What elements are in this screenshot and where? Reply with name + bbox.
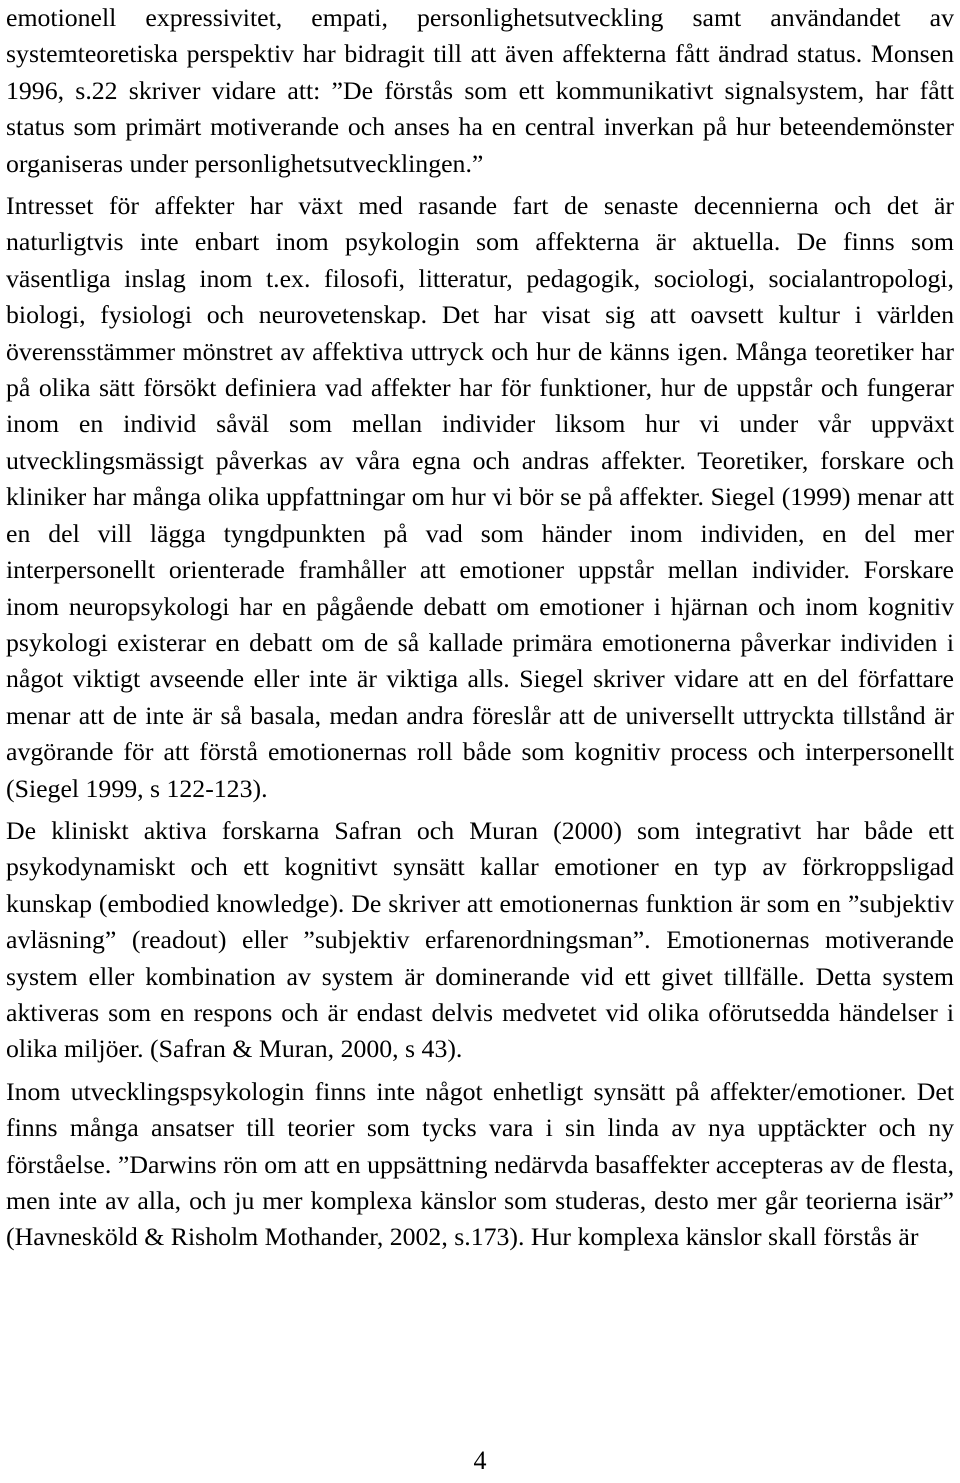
paragraph-utvecklingspsykologin: Inom utvecklingspsykologin finns inte något enhetligt synsätt på affekter/emotioner. Det finns många ansatser till teorier som tycks vara i sin linda av nya upptäckter och ny förståelse. ”Darwins rön om att en uppsättning nedärvda basaffekter accepteras av de flesta, men inte av alla, och ju mer komplexa känslor som studeras, desto mer går teorierna isär” (Havnesköld & Risholm Mothander, 2002, s.173). Hur komplexa känslor skall förstås är bbox=[6, 1076, 954, 1252]
paragraph-intresset-for-affekter: Intresset för affekter har växt med rasande fart de senaste decennierna och det är naturligtvis inte enbart inom psykologin som affekterna är aktuella. De finns som väsentliga inslag inom t.ex. filosofi, litteratur, pedagogik, sociologi, socialantropologi, biologi, fysiologi och neurovetenskap. Det har visat sig att oavsett kultur i världen överensstämmer mönstret av affektiva uttryck och hur de känns igen. Många teoretiker har på olika sätt försökt definiera vad affekter har för funktioner, hur de uppstår och fungerar inom en individ såväl som mellan individer liksom hur vi under vår uppväxt utvecklingsmässigt påverkas av våra egna och andras affekter. Teoretiker, forskare och kliniker har många olika uppfattningar om hur vi bör se på affekter. Siegel (1999) menar att en del vill lägga tyngdpunkten på vad som händer inom individen, en del mer interpersonellt orienterade framhåller att emotioner uppstår mellan individer. Forskare inom neuropsykologi har en pågående debatt om emotioner i hjärnan och inom kognitiv psykologi existerar en debatt om de så kallade primära emotionerna påverkar individen i något viktigt avseende eller inte är viktiga alls. Siegel skriver vidare att en del författare menar att de inte är så basala, medan andra föreslår att de universellt uttryckta tillstånd är avgörande för att förstå emotionernas roll både som kognitiv process och interpersonellt (Siegel 1999, s 122-123). bbox=[6, 191, 954, 803]
document-page bbox=[6, 0, 954, 1256]
paragraph-systemteoretiska-perspektiv: emotionell expressivitet, empati, personlighetsutveckling samt användandet av systemteoretiska perspektiv har bidragit till att även affekterna fått ändrad status. Monsen 1996, s.22 skriver vidare att: ”De förstås som ett kommunikativt signalsystem, har fått status som primärt motiverande och anses ha en central inverkan på hur beteendemönster organiseras under personlighetsutvecklingen.” bbox=[6, 3, 954, 178]
page-number: 4 bbox=[473, 1446, 487, 1475]
paragraph-safran-och-muran: De kliniskt aktiva forskarna Safran och Muran (2000) som integrativt har både ett psykodynamiskt och ett kognitivt synsätt kallar emotioner en typ av förkroppsligad kunskap (embodied knowledge). De skriver att emotionernas funktion är som en ”subjektiv avläsning” (readout) eller ”subjektiv erfarenordningsman”. Emotionernas motiverande system eller kombination av system är dominerande vid ett givet tillfälle. Detta system aktiveras som en respons och är endast delvis medvetet vid olika oförutsedda händelser i olika miljöer. (Safran & Muran, 2000, s 43). bbox=[6, 815, 954, 1064]
